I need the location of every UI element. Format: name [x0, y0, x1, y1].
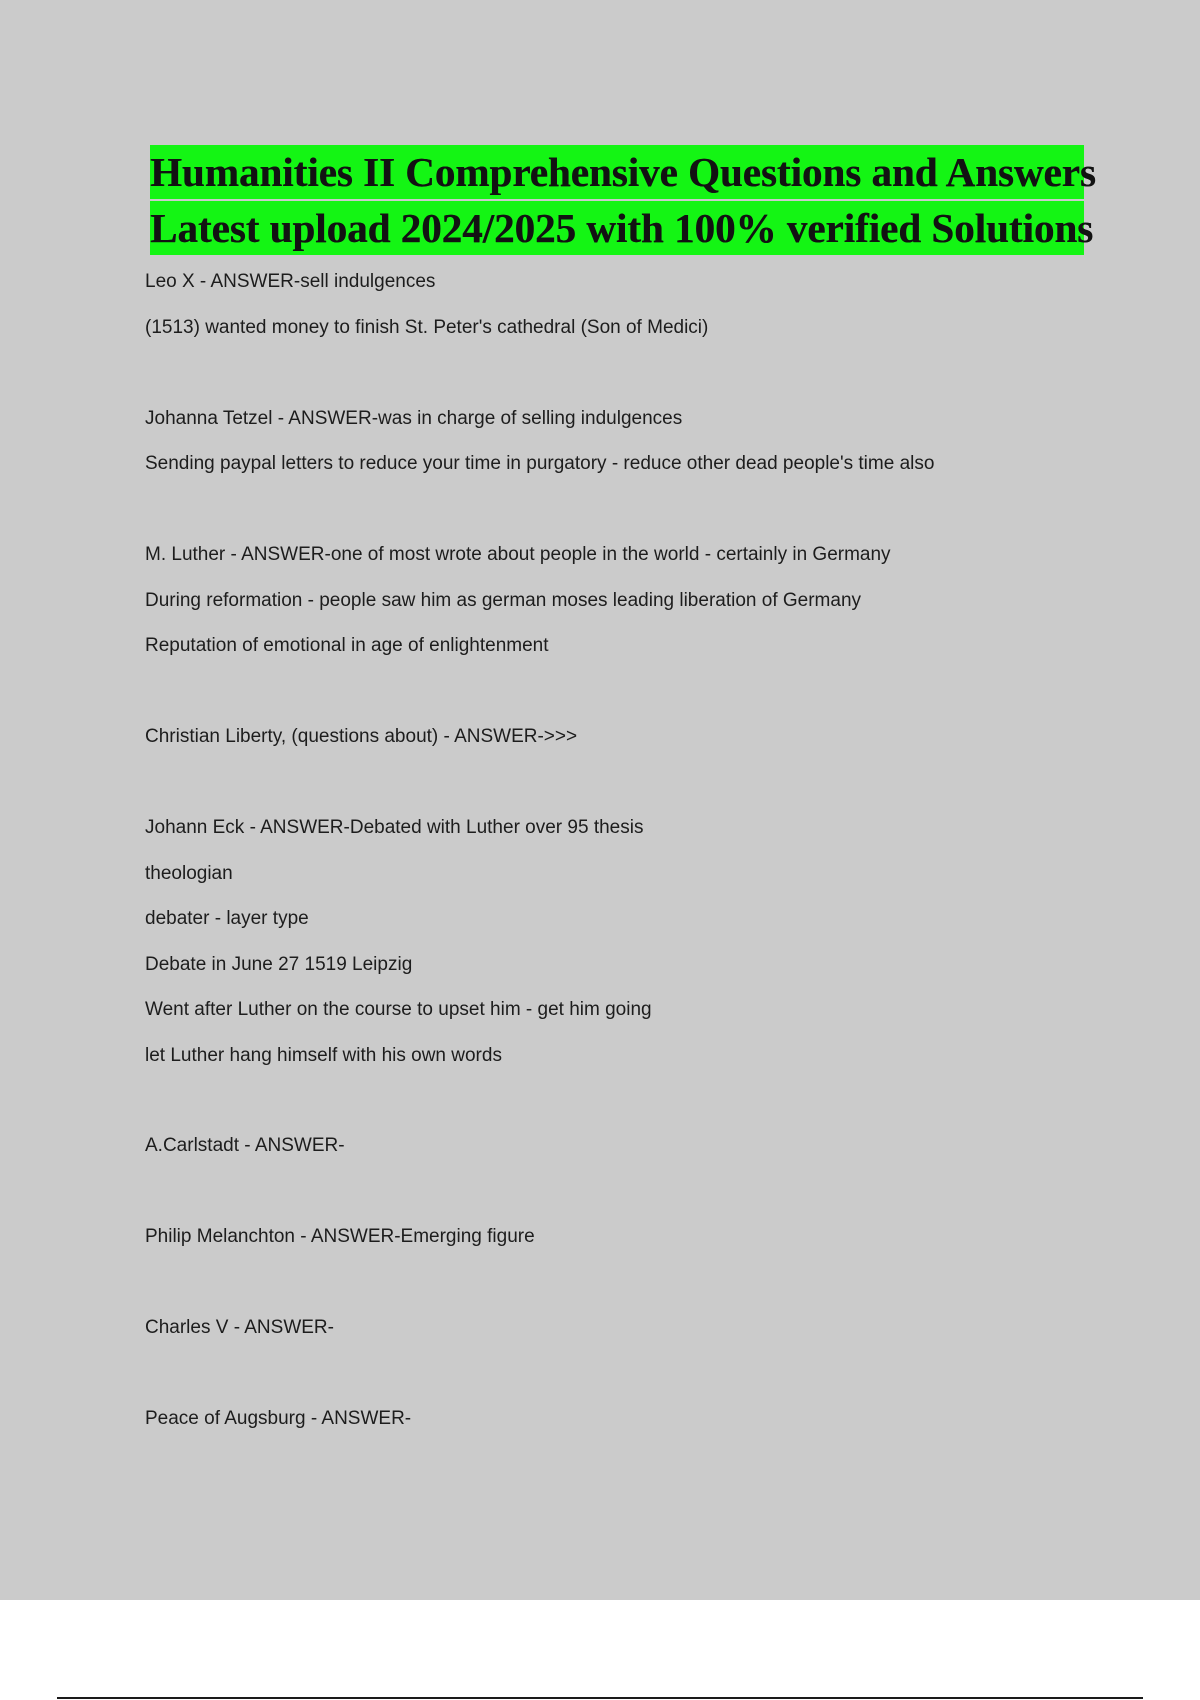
document-title [150, 145, 1096, 257]
body-line: let Luther hang himself with his own words [145, 1045, 502, 1066]
title-line-2: Latest upload 2024/2025 with 100% verified Solutions [150, 201, 1084, 255]
body-line: A.Carlstadt - ANSWER- [145, 1135, 345, 1156]
body-line: Johann Eck - ANSWER-Debated with Luther over 95 thesis [145, 817, 644, 838]
footer-divider [57, 1697, 1143, 1699]
body-line: Christian Liberty, (questions about) - ANSWER->>> [145, 726, 578, 747]
body-line: Leo X - ANSWER-sell indulgences [145, 271, 436, 292]
body-line: Reputation of emotional in age of enlightenment [145, 635, 549, 656]
body-line: Philip Melanchton - ANSWER-Emerging figure [145, 1226, 535, 1247]
body-line: M. Luther - ANSWER-one of most wrote about people in the world - certainly in Germany [145, 544, 891, 565]
body-line: Charles V - ANSWER- [145, 1317, 334, 1338]
body-line: Went after Luther on the course to upset him - get him going [145, 999, 652, 1020]
body-line: During reformation - people saw him as german moses leading liberation of Germany [145, 590, 862, 611]
title-line-1: Humanities II Comprehensive Questions and Answers [150, 145, 1084, 199]
body-line: (1513) wanted money to finish St. Peter's cathedral (Son of Medici) [145, 317, 709, 338]
body-line: Sending paypal letters to reduce your time in purgatory - reduce other dead people's time also [145, 453, 935, 474]
body-line: Debate in June 27 1519 Leipzig [145, 954, 413, 975]
body-line: theologian [145, 863, 233, 884]
body-line: Johanna Tetzel - ANSWER-was in charge of selling indulgences [145, 408, 683, 429]
body-line: Peace of Augsburg - ANSWER- [145, 1408, 412, 1429]
body-line: debater - layer type [145, 908, 309, 929]
